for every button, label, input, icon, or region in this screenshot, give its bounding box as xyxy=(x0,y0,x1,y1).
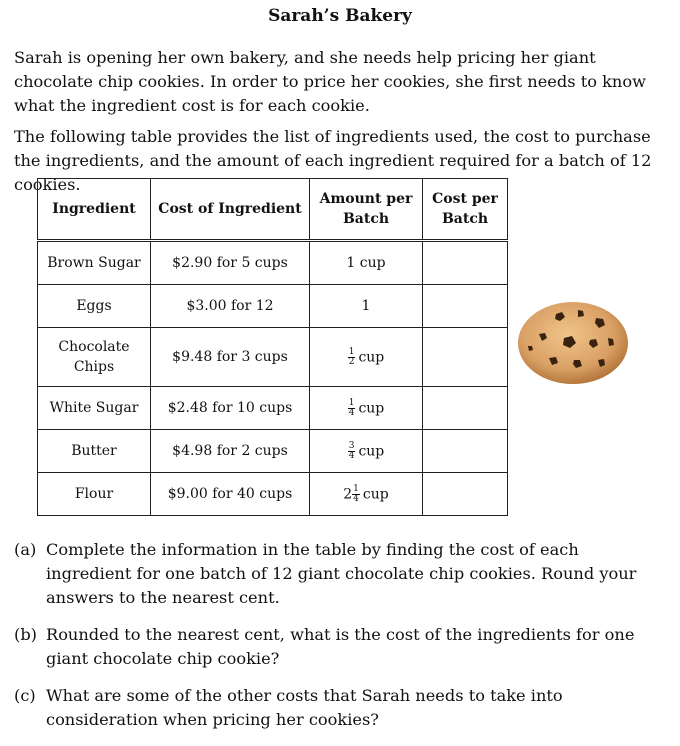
question-text: Complete the information in the table by finding the cost of each ingredient for one batch of 12 giant chocolate chip cookies. Round your answers to the nearest cent. xyxy=(46,540,637,607)
table-intro-paragraph: The following table provides the list of ingredients used, the cost to purchase the ingredients, and the amount of each ingredient required for a batch of 12 cookies. xyxy=(14,127,652,194)
cost-per-batch-cell[interactable] xyxy=(423,241,508,285)
table-row xyxy=(38,387,508,430)
amount-fraction: $\frac{1}{2}$ xyxy=(348,346,355,367)
amount-cell: 1 cup xyxy=(310,241,423,285)
header-cost: Cost of Ingredient xyxy=(151,179,310,241)
amount-unit: cup xyxy=(358,443,385,459)
amount-fraction: $\frac{1}{4}$ xyxy=(353,483,359,504)
cost-per-batch-cell[interactable] xyxy=(423,285,508,328)
question-label: (c) xyxy=(14,686,36,705)
header-ingredient: Ingredient xyxy=(38,179,151,241)
table-row xyxy=(38,241,508,285)
table-row xyxy=(38,473,508,516)
question-text: What are some of the other costs that Sarah needs to take into consideration when pricing her cookies? xyxy=(46,686,563,729)
cost-per-batch-cell[interactable] xyxy=(423,328,508,387)
ingredient-cell: Flour xyxy=(38,473,151,516)
table-row xyxy=(38,328,508,387)
question-c xyxy=(14,684,664,732)
question-text: Rounded to the nearest cent, what is the cost of the ingredients for one giant chocolate chip cookie? xyxy=(46,625,635,668)
ingredients-table xyxy=(37,178,508,516)
cookie-icon xyxy=(516,300,630,386)
header-cost-batch-line1: Cost per xyxy=(432,191,498,207)
table-row xyxy=(38,430,508,473)
cost-cell: $2.90 for 5 cups xyxy=(151,241,310,285)
header-amount-line2: Batch xyxy=(342,211,390,227)
amount-cell xyxy=(310,473,423,516)
cost-per-batch-cell[interactable] xyxy=(423,387,508,430)
amount-cell xyxy=(310,328,423,387)
amount-unit: cup xyxy=(362,486,389,502)
ingredient-cell xyxy=(38,328,151,387)
ingredient-cell: White Sugar xyxy=(38,387,151,430)
question-label: (a) xyxy=(14,540,37,559)
header-cost-per-batch xyxy=(423,179,508,241)
cost-cell: $2.48 for 10 cups xyxy=(151,387,310,430)
amount-cell: 1 xyxy=(310,285,423,328)
amount-cell xyxy=(310,430,423,473)
question-a xyxy=(14,538,664,610)
ingredient-line2: Chips xyxy=(73,359,115,375)
ingredient-cell: Eggs xyxy=(38,285,151,328)
cost-cell: $9.00 for 40 cups xyxy=(151,473,310,516)
table-row xyxy=(38,285,508,328)
question-b xyxy=(14,623,664,671)
header-amount xyxy=(310,179,423,241)
header-cost-batch-line2: Batch xyxy=(441,211,489,227)
amount-fraction: $\frac{3}{4}$ xyxy=(348,440,355,461)
cost-cell: $9.48 for 3 cups xyxy=(151,328,310,387)
ingredient-cell: Brown Sugar xyxy=(38,241,151,285)
cost-per-batch-cell[interactable] xyxy=(423,430,508,473)
amount-unit: cup xyxy=(358,349,385,365)
amount-cell xyxy=(310,387,423,430)
intro-paragraph: Sarah is opening her own bakery, and she needs help pricing her giant chocolate chip cookies. In order to price her cookies, she first needs to know what the ingredient cost is for each cookie. xyxy=(14,48,646,115)
cost-per-batch-cell[interactable] xyxy=(423,473,508,516)
ingredient-cell: Butter xyxy=(38,430,151,473)
cost-cell: $4.98 for 2 cups xyxy=(151,430,310,473)
cost-cell: $3.00 for 12 xyxy=(151,285,310,328)
table-header-row xyxy=(38,179,508,241)
header-amount-line1: Amount per xyxy=(319,191,413,207)
amount-unit: cup xyxy=(358,400,385,416)
amount-fraction: $\frac{1}{4}$ xyxy=(348,397,355,418)
ingredient-line1: Chocolate xyxy=(58,339,130,355)
page-title: Sarah’s Bakery xyxy=(268,6,412,26)
amount-whole: 2 xyxy=(343,486,353,502)
question-label: (b) xyxy=(14,625,37,644)
